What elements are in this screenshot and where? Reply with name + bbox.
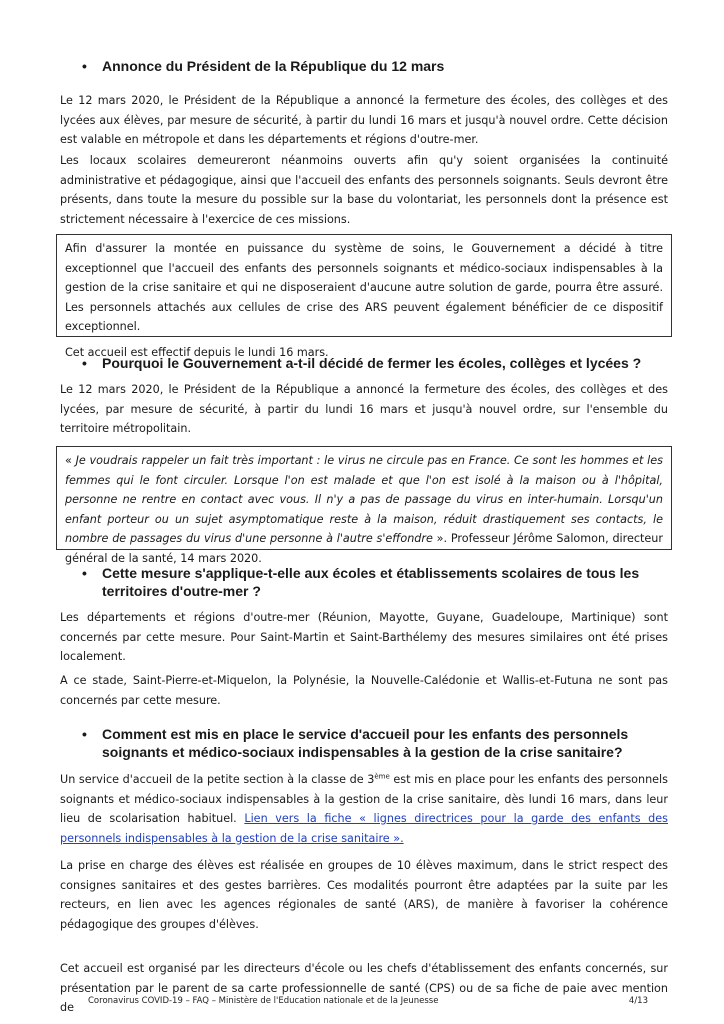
paragraph: Afin d'assurer la montée en puissance du système de soins, le Gouvernement a décidé à titre exceptionnel que l'accueil des enfants des personnels soignants et médico-sociaux indispensables à la gestion de la crise sanitaire et qui ne disposeraient d'aucune autre solution de garde, pourra être assuré. Les personnels attachés aux cellules de crise des ARS peuvent également bénéficier de ce dispositif exceptionnel.: [65, 242, 663, 333]
guidelines-link[interactable]: Lien vers la fiche « lignes directrices pour la garde des enfants des personnels indispensables à la gestion de la crise sanitaire ».: [60, 812, 668, 845]
paragraph: Cet accueil est effectif depuis le lundi 16 mars.: [65, 345, 329, 359]
quote-box: [56, 446, 672, 565]
bullet-icon: •: [82, 58, 87, 74]
quote-text: « Je voudrais rappeler un fait très important : le virus ne circule pas en France. Ce sont les hommes et les femmes qui le font circuler. Lorsque l'on est malade et que l'on est isolé à la maison ou à l'hôpital, personne ne rentre en contact avec vous. Il n'y a pas de passage du virus en inter-humain. Lorsqu'un enfant porteur ou un sujet asymptomatique reste à la maison, réduit drastiquement ses contacts, le nombre de passages du virus d'une personne à l'autre s'effondre ». Professeur Jérôme Salomon, directeur général de la santé, 14 mars 2020.: [65, 454, 664, 565]
page-number: 4/13: [628, 996, 648, 1006]
info-box: [56, 234, 672, 359]
paragraph: Le 12 mars 2020, le Président de la République a annoncé la fermeture des écoles, des collèges et des lycées, par mesure de sécurité, à partir du lundi 16 mars et jusqu'à nouvel ordre, sur l'ensemble du territoire métropolitain.: [60, 383, 668, 435]
bullet-icon: •: [82, 565, 87, 581]
paragraph: Les locaux scolaires demeureront néanmoins ouverts afin qu'y soient organisées la continuité administrative et pédagogique, ainsi que l'accueil des enfants des personnels soignants. Seuls devront être présents, dans toute la mesure du possible sur la base du volontariat, les personnels dont la présence est strictement nécessaire à l'exercice de ces missions.: [60, 154, 668, 226]
paragraph: Les départements et régions d'outre-mer (Réunion, Mayotte, Guyane, Guadeloupe, Martinique) sont concernés par cette mesure. Pour Saint-Martin et Saint-Barthélemy des mesures similaires ont été prises localement.: [60, 611, 668, 663]
paragraph: Le 12 mars 2020, le Président de la République a annoncé la fermeture des écoles, des collèges et des lycées aux élèves, par mesure de sécurité, à partir du lundi 16 mars et jusqu'à nouvel ordre. Cette décision est valable en métropole et dans les départements et régions d'outre-mer.: [60, 94, 668, 146]
paragraph: A ce stade, Saint-Pierre-et-Miquelon, la Polynésie, la Nouvelle-Calédonie et Wallis-et-Futuna ne sont pas concernés par cette mesure.: [60, 674, 668, 707]
section-heading-annonce: • Annonce du Président de la République du 12 mars: [82, 58, 445, 74]
paragraph: Un service d'accueil de la petite section à la classe de 3ème est mis en place pour les enfants des personnels soignants et médico-sociaux indispensables à la gestion de la crise sanitaire, dès lundi 16 mars, dans leur lieu de scolarisation habituel. Lien vers la fiche « lignes directrices pour la garde des enfants des personnels indispensables à la gestion de la crise sanitaire ».: [60, 772, 668, 845]
paragraph: La prise en charge des élèves est réalisée en groupes de 10 élèves maximum, dans le strict respect des consignes sanitaires et des gestes barrières. Ces modalités pourront être adaptées par la suite par les recteurs, en lien avec les agences régionales de santé (ARS), de manière à favoriser la cohérence pédagogique des groupes d'élèves.: [60, 859, 668, 931]
paragraph: Cet accueil est organisé par les directeurs d'école ou les chefs d'établissement des enfants concernés, sur présentation par le parent de sa carte professionnelle de santé (CPS) ou de sa fiche de paie avec mention de: [60, 962, 668, 1014]
section-heading-pourquoi: • Pourquoi le Gouvernement a-t-il décidé de fermer les écoles, collèges et lycées ?: [82, 355, 642, 371]
section-heading-service-accueil: • Comment est mis en place le service d'accueil pour les enfants des personnels soignants et médico-sociaux indispensables à la gestion de la crise sanitaire?: [82, 726, 629, 760]
page-footer: [88, 996, 648, 1006]
section-heading-outre-mer: • Cette mesure s'applique-t-elle aux écoles et établissements scolaires de tous les territoires d'outre-mer ?: [82, 565, 640, 599]
bullet-icon: •: [82, 355, 87, 371]
bullet-icon: •: [82, 726, 87, 742]
footer-text: Coronavirus COVID-19 – FAQ – Ministère de l'Education nationale et de la Jeunesse: [88, 996, 439, 1006]
